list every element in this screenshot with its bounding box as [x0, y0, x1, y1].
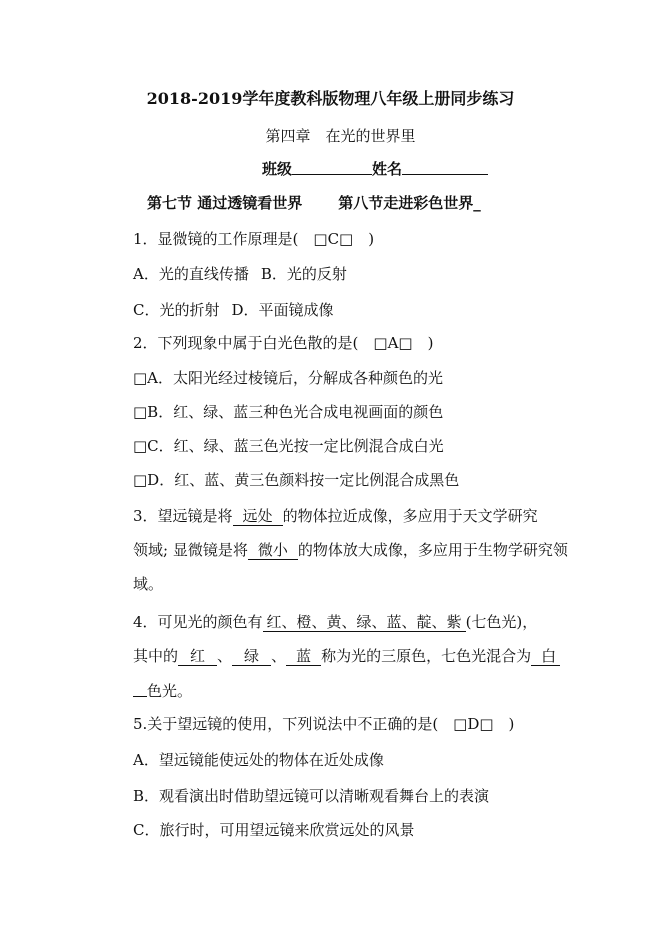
q5-option-a: A．望远镜能使远处的物体在近处成像: [133, 751, 384, 769]
q4-sep-2: 、: [271, 647, 287, 665]
q1-option-c: C．光的折射: [133, 301, 220, 319]
q1-stem: 1．显微镜的工作原理是( □C□ ): [133, 230, 375, 248]
q2-option-c: □C．红、绿、蓝三色光按一定比例混合成白光: [133, 437, 444, 455]
q3-text-1: 3．望远镜是将: [133, 507, 233, 525]
q4-text-2: (七色光)，: [465, 613, 538, 631]
q4-line3: [133, 680, 192, 701]
class-blank: [292, 158, 372, 175]
q4-line1: [133, 612, 537, 632]
q4-answer-colors: 红、橙、黄、绿、蓝、靛、紫: [263, 614, 466, 632]
q3-answer-2: 微小: [248, 542, 298, 560]
chapter-heading: 第四章 在光的世界里: [265, 127, 416, 145]
q4-answer-white: 白: [531, 648, 560, 666]
section-heading-7: 第七节 通过透镜看世界: [147, 194, 303, 212]
q3-text-4: 的物体放大成像，多应用于生物学研究领: [297, 541, 568, 559]
name-label: 姓名: [372, 160, 403, 178]
name-blank: [402, 158, 488, 175]
q4-answer-red: 红: [178, 648, 217, 666]
worksheet-title: 2018-2019学年度教科版物理八年级上册同步练习: [146, 89, 515, 108]
q5-stem: 5.关于望远镜的使用，下列说法中不正确的是( □D□ ): [133, 715, 515, 733]
q2-stem: 2．下列现象中属于白光色散的是( □A□ ): [133, 334, 434, 352]
q3-answer-1: 远处: [233, 508, 283, 526]
q4-text-1: 4．可见光的颜色有: [133, 613, 263, 631]
q4-white-underline-cont: [133, 680, 147, 697]
class-label: 班级: [262, 160, 293, 178]
q4-text-4: 称为光的三原色，七色光混合为: [321, 647, 532, 665]
q4-text-5: 色光。: [147, 682, 193, 700]
q4-line2: [133, 646, 560, 666]
q1-options-cd: [133, 300, 334, 320]
q1-option-d: D．平面镜成像: [231, 301, 334, 319]
q2-option-b: □B．红、绿、蓝三种色光合成电视画面的颜色: [133, 403, 444, 421]
q5-option-c: C．旅行时，可用望远镜来欣赏远处的风景: [133, 821, 415, 839]
q3-line3: 域。: [133, 575, 164, 593]
q5-option-b: B．观看演出时借助望远镜可以清晰观看舞台上的表演: [133, 787, 490, 805]
student-info: [262, 158, 488, 179]
q4-answer-green: 绿: [232, 648, 271, 666]
q3-text-2: 的物体拉近成像，多应用于天文学研究: [282, 507, 538, 525]
q3-text-3: 领域; 显微镜是将: [133, 541, 248, 559]
q2-option-d: □D．红、蓝、黄三色颜料按一定比例混合成黑色: [133, 471, 460, 489]
q1-options-ab: [133, 264, 347, 284]
q3-line2: [133, 540, 568, 560]
q3-line1: [133, 506, 538, 526]
q1-option-a: A．光的直线传播: [133, 265, 249, 283]
q4-sep-1: 、: [217, 647, 233, 665]
section-heading-suffix: _: [473, 194, 481, 212]
q2-option-a: □A．太阳光经过棱镜后，分解成各种颜色的光: [133, 369, 444, 387]
q4-text-3: 其中的: [133, 647, 179, 665]
section-heading-8: 第八节走进彩色世界: [338, 194, 474, 212]
q1-option-b: B．光的反射: [260, 265, 347, 283]
section-headings: [147, 193, 481, 213]
q4-answer-blue: 蓝: [286, 648, 321, 666]
